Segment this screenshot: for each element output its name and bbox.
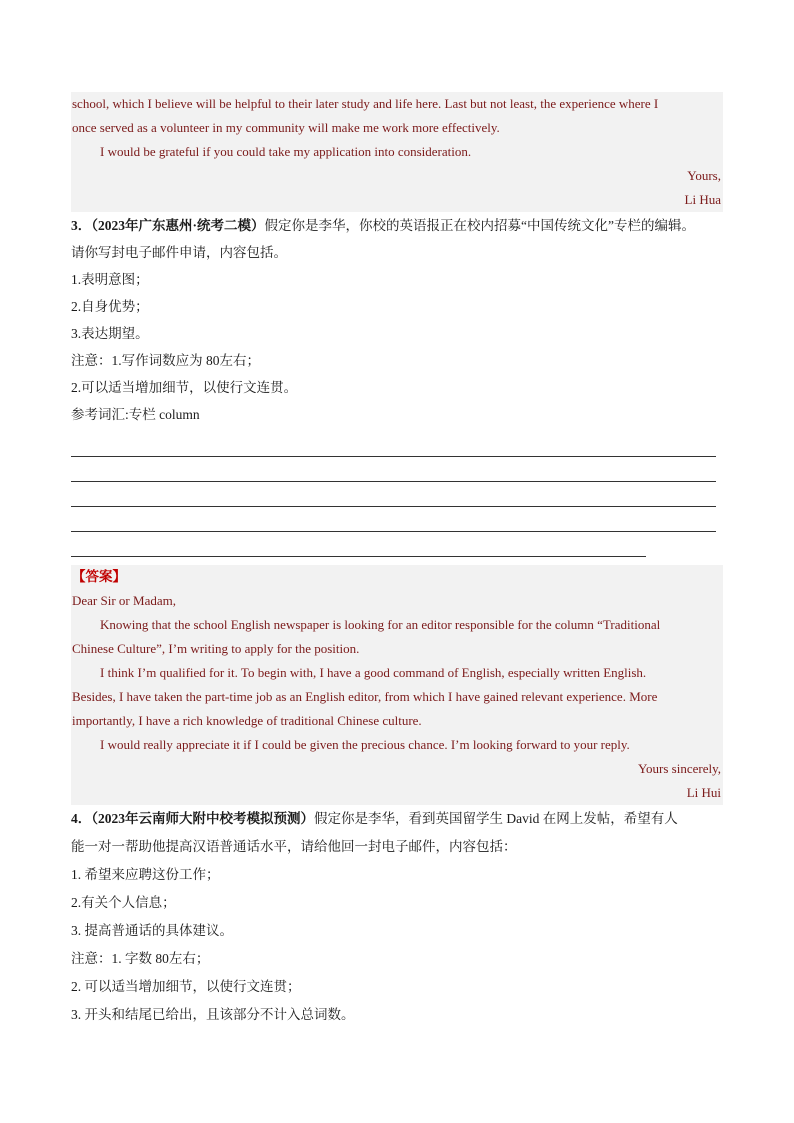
note-line: 注意：1. 字数 80左右； <box>71 951 210 966</box>
answer-line: school, which I believe will be helpful to their later study and life here. Last but not least, the experience where I <box>72 96 659 111</box>
content-point: 3. 提高普通话的具体建议。 <box>71 923 233 938</box>
writing-line[interactable] <box>71 532 646 557</box>
answer-tag-row <box>71 565 723 589</box>
previous-answer <box>71 92 723 212</box>
writing-line[interactable] <box>71 457 716 482</box>
content-point: 1.表明意图； <box>71 272 149 287</box>
answer-line: Besides, I have taken the part-time job as an English editor, from which I have gained relevant experience. More <box>72 689 658 704</box>
writing-lines <box>71 432 723 557</box>
content-point: 2.有关个人信息； <box>71 895 176 910</box>
question-stem-cont: 请你写封电子邮件申请，内容包括。 <box>71 245 287 260</box>
document-content <box>71 92 723 1029</box>
question-4 <box>71 805 723 1029</box>
answer-line: Chinese Culture”, I’m writing to apply for the position. <box>72 641 360 656</box>
answer-line: I would be grateful if you could take my application into consideration. <box>100 144 472 159</box>
content-point: 3.表达期望。 <box>71 326 149 341</box>
answer-line: once served as a volunteer in my community will make me work more effectively. <box>72 120 500 135</box>
question-source: （2023年广东惠州·统考二模） <box>91 218 265 233</box>
content-point: 1. 希望来应聘这份工作； <box>71 867 220 882</box>
letter-signature: Li Hui <box>686 785 721 800</box>
note-line: 2. 可以适当增加细节，以使行文连贯； <box>71 979 301 994</box>
question-stem-cont: 能一对一帮助他提高汉语普通话水平，请给他回一封电子邮件，内容包括： <box>71 839 517 854</box>
writing-line[interactable] <box>71 482 716 507</box>
writing-line[interactable] <box>71 507 716 532</box>
answer-line: I think I’m qualified for it. To begin with, I have a good command of English, especially written English. <box>100 665 647 680</box>
note-line: 3. 开头和结尾已给出，且该部分不计入总词数。 <box>71 1007 355 1022</box>
answer-line: importantly, I have a rich knowledge of traditional Chinese culture. <box>72 713 422 728</box>
letter-closing: Yours, <box>687 168 721 183</box>
answer-line: I would really appreciate it if I could be given the precious chance. I’m looking forward to your reply. <box>100 737 630 752</box>
content-point: 2.自身优势； <box>71 299 149 314</box>
question-source: （2023年云南师大附中校考模拟预测） <box>91 811 314 826</box>
letter-closing: Yours sincerely, <box>637 761 721 776</box>
letter-signature: Li Hua <box>684 192 721 207</box>
question-stem: 假定你是李华，看到英国留学生 David 在网上发帖，希望有人 <box>314 811 678 826</box>
question-3 <box>71 212 723 428</box>
question-number: 3． <box>71 218 92 233</box>
letter-salutation: Dear Sir or Madam, <box>72 593 176 608</box>
vocab-hint: 参考词汇:专栏 column <box>71 407 200 422</box>
answer-3 <box>71 565 723 805</box>
note-line: 2.可以适当增加细节，以使行文连贯。 <box>71 380 298 395</box>
question-stem: 假定你是李华，你校的英语报正在校内招募“中国传统文化”专栏的编辑。 <box>264 218 695 233</box>
answer-line: Knowing that the school English newspaper is looking for an editor responsible for the column “Traditional <box>100 617 661 632</box>
answer-tag: 【答案】 <box>72 569 126 584</box>
question-number: 4． <box>71 811 92 826</box>
note-line: 注意：1.写作词数应为 80左右； <box>71 353 260 368</box>
writing-line[interactable] <box>71 432 716 457</box>
